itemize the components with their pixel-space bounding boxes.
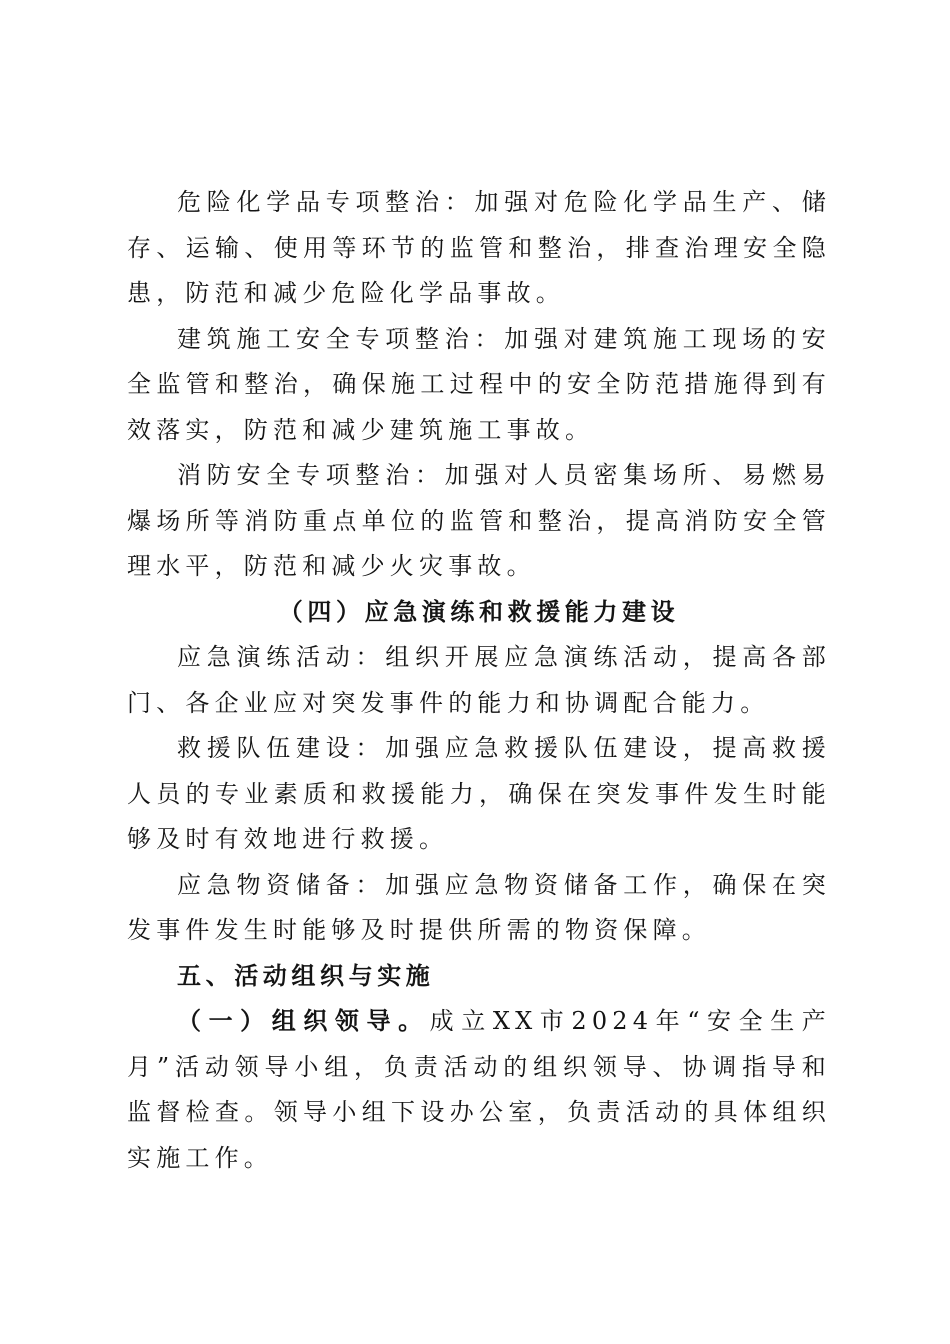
paragraph-organization-leadership xyxy=(127,999,831,1181)
paragraph-rescue-team-building: 救援队伍建设：加强应急救援队伍建设，提高救援人员的专业素质和救援能力，确保在突发事件发生时能够及时有效地进行救援。 xyxy=(127,734,831,853)
paragraph-lead-body: 成立XX市2024年“安全生产月”活动领导小组，负责活动的组织领导、协调指导和监督检查。领导小组下设办公室，负责活动的具体组织实施工作。 xyxy=(127,1007,831,1172)
paragraph-emergency-drill-activities: 应急演练活动：组织开展应急演练活动，提高各部门、各企业应对突发事件的能力和协调配合能力。 xyxy=(127,643,831,717)
paragraph-construction-safety: 建筑施工安全专项整治：加强对建筑施工现场的安全监管和整治，确保施工过程中的安全防范措施得到有效落实，防范和减少建筑施工事故。 xyxy=(127,324,831,444)
paragraph-fire-safety: 消防安全专项整治：加强对人员密集场所、易燃易爆场所等消防重点单位的监管和整治，提高消防安全管理水平，防范和减少火灾事故。 xyxy=(127,461,831,580)
document-body xyxy=(127,180,831,1181)
paragraph-emergency-supplies: 应急物资储备：加强应急物资储备工作，确保在突发事件发生时能够及时提供所需的物资保障。 xyxy=(127,870,831,944)
paragraph-hazardous-chemicals: 危险化学品专项整治：加强对危险化学品生产、储存、运输、使用等环节的监管和整治，排查治理安全隐患，防范和减少危险化学品事故。 xyxy=(127,188,831,307)
section-heading-organization: 五、活动组织与实施 xyxy=(177,961,435,990)
paragraph-lead-label: （一）组织领导。 xyxy=(177,1007,430,1035)
subheading-emergency-drills: （四）应急演练和救援能力建设 xyxy=(278,597,680,626)
